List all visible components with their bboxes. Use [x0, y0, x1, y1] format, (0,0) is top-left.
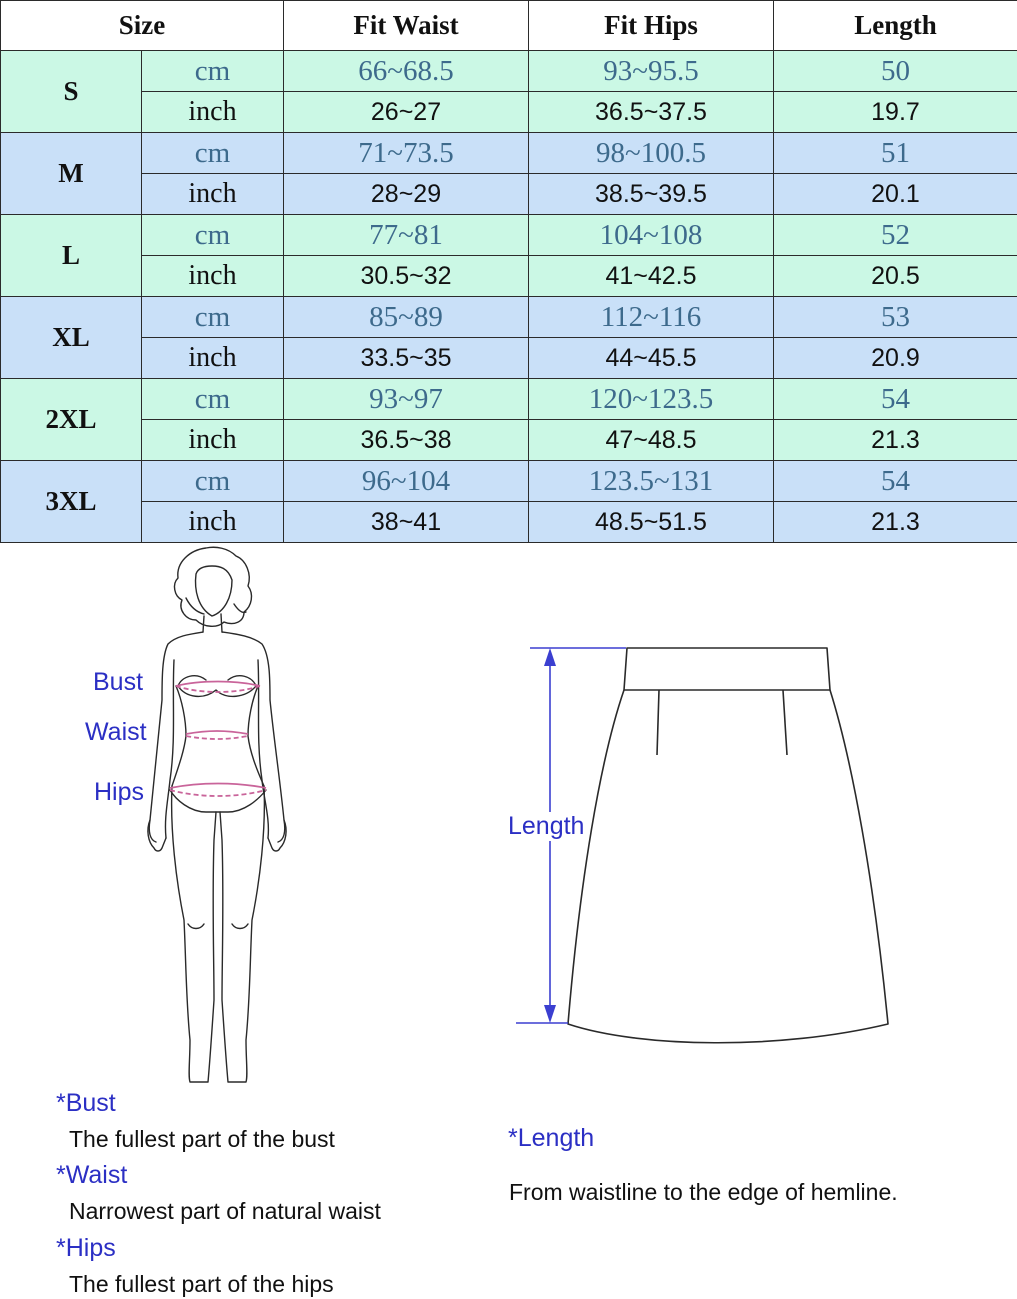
fit-waist-cell: 71~73.5	[284, 133, 529, 174]
fit-waist-cell: 26~27	[284, 92, 529, 133]
table-row	[1, 51, 1017, 92]
table-row	[1, 92, 1017, 133]
length-cell: 20.5	[774, 256, 1017, 297]
table-row	[1, 256, 1017, 297]
fit-hips-cell: 38.5~39.5	[529, 174, 774, 215]
unit-cell: cm	[142, 297, 284, 338]
note-length-title: *Length	[508, 1124, 595, 1152]
table-row	[1, 297, 1017, 338]
waist-measure-line	[186, 736, 248, 739]
fit-hips-cell: 36.5~37.5	[529, 92, 774, 133]
unit-cell: inch	[142, 338, 284, 379]
table-header-row	[1, 1, 1017, 51]
fit-waist-cell: 28~29	[284, 174, 529, 215]
fit-hips-cell: 93~95.5	[529, 51, 774, 92]
size-label: XL	[1, 297, 142, 379]
table-body	[1, 51, 1017, 543]
table-row	[1, 461, 1017, 502]
skirt-length-label: Length	[508, 812, 585, 840]
length-cell: 54	[774, 379, 1017, 420]
unit-cell: cm	[142, 133, 284, 174]
fit-waist-cell: 30.5~32	[284, 256, 529, 297]
body-figure-illustration	[140, 548, 300, 1088]
size-label: S	[1, 51, 142, 133]
size-label: 2XL	[1, 379, 142, 461]
skirt-dart-right	[783, 690, 787, 755]
table-row	[1, 420, 1017, 461]
bust-label: Bust	[93, 668, 144, 696]
fit-waist-cell: 85~89	[284, 297, 529, 338]
header-fit-waist: Fit Waist	[284, 1, 529, 51]
note-waist-title: *Waist	[56, 1161, 128, 1189]
note-length-desc: From waistline to the edge of hemline.	[509, 1179, 898, 1205]
length-cell: 50	[774, 51, 1017, 92]
length-cell: 21.3	[774, 420, 1017, 461]
length-cell: 19.7	[774, 92, 1017, 133]
unit-cell: cm	[142, 461, 284, 502]
table-row	[1, 174, 1017, 215]
fit-hips-cell: 41~42.5	[529, 256, 774, 297]
length-cell: 51	[774, 133, 1017, 174]
length-arrow-head-top	[544, 648, 556, 666]
length-cell: 52	[774, 215, 1017, 256]
hair-outline	[175, 547, 252, 626]
note-bust-title: *Bust	[56, 1089, 116, 1117]
fit-waist-cell: 96~104	[284, 461, 529, 502]
hips-label: Hips	[94, 778, 145, 806]
length-cell: 20.9	[774, 338, 1017, 379]
length-arrow-head-bottom	[544, 1005, 556, 1023]
table-row	[1, 338, 1017, 379]
unit-cell: inch	[142, 92, 284, 133]
fit-waist-cell: 36.5~38	[284, 420, 529, 461]
fit-hips-cell: 120~123.5	[529, 379, 774, 420]
fit-waist-cell: 66~68.5	[284, 51, 529, 92]
table-row	[1, 379, 1017, 420]
header-size: Size	[1, 1, 284, 51]
note-bust-desc: The fullest part of the bust	[69, 1126, 335, 1152]
note-hips-title: *Hips	[56, 1234, 116, 1262]
note-waist-desc: Narrowest part of natural waist	[69, 1198, 381, 1224]
unit-cell: cm	[142, 215, 284, 256]
fit-hips-cell: 98~100.5	[529, 133, 774, 174]
fit-hips-cell: 112~116	[529, 297, 774, 338]
skirt-body	[568, 690, 888, 1043]
length-cell: 21.3	[774, 502, 1017, 543]
unit-cell: inch	[142, 420, 284, 461]
fit-hips-cell: 104~108	[529, 215, 774, 256]
face-outline	[196, 566, 232, 616]
skirt-waistband	[624, 648, 830, 690]
header-length: Length	[774, 1, 1017, 51]
unit-cell: inch	[142, 174, 284, 215]
size-label: M	[1, 133, 142, 215]
fit-waist-cell: 77~81	[284, 215, 529, 256]
unit-cell: inch	[142, 256, 284, 297]
skirt-dart-left	[657, 690, 659, 755]
unit-cell: inch	[142, 502, 284, 543]
length-cell: 53	[774, 297, 1017, 338]
table-row	[1, 215, 1017, 256]
size-label: L	[1, 215, 142, 297]
fit-waist-cell: 93~97	[284, 379, 529, 420]
skirt-illustration	[510, 640, 900, 1060]
length-cell: 54	[774, 461, 1017, 502]
length-cell: 20.1	[774, 174, 1017, 215]
fit-hips-cell: 44~45.5	[529, 338, 774, 379]
fit-hips-cell: 47~48.5	[529, 420, 774, 461]
note-hips-desc: The fullest part of the hips	[69, 1271, 334, 1297]
size-chart-table	[0, 0, 1017, 543]
fit-waist-cell: 38~41	[284, 502, 529, 543]
waist-label: Waist	[85, 718, 147, 746]
table-row	[1, 502, 1017, 543]
hips-measure-line	[170, 790, 266, 796]
fit-hips-cell: 48.5~51.5	[529, 502, 774, 543]
fit-hips-cell: 123.5~131	[529, 461, 774, 502]
size-label: 3XL	[1, 461, 142, 543]
unit-cell: cm	[142, 379, 284, 420]
header-fit-hips: Fit Hips	[529, 1, 774, 51]
unit-cell: cm	[142, 51, 284, 92]
fit-waist-cell: 33.5~35	[284, 338, 529, 379]
table-row	[1, 133, 1017, 174]
